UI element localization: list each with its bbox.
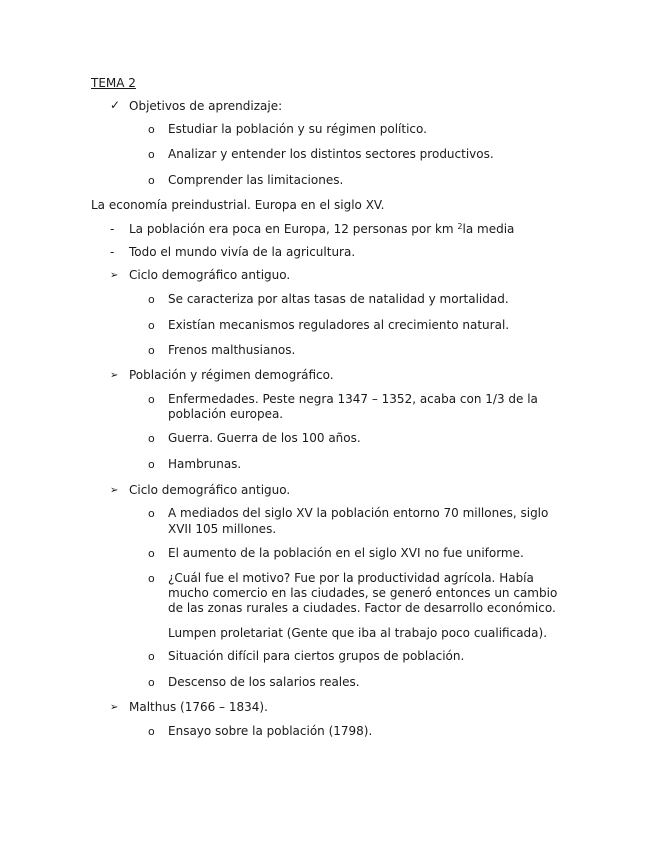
circle-bullet-icon: o: [148, 547, 155, 560]
list-item-continuation: población europea.: [168, 407, 284, 421]
section-intro: La economía preindustrial. Europa en el siglo XV.: [91, 198, 385, 212]
list-item-continuation: de las zonas rurales a ciudades. Factor de desarrollo económico.: [168, 601, 556, 615]
list-item: Situación difícil para ciertos grupos de población.: [168, 649, 465, 663]
document-title: TEMA 2: [91, 76, 136, 90]
dash-bullet: -: [110, 222, 115, 236]
block-heading: Malthus (1766 – 1834).: [129, 700, 268, 714]
dash-item-population: [129, 222, 514, 237]
list-item-continuation: XVII 105 millones.: [168, 522, 277, 536]
dash-item-agriculture: Todo el mundo vivía de la agricultura.: [129, 245, 356, 259]
objectives-heading: Objetivos de aprendizaje:: [129, 99, 283, 113]
list-item: Hambrunas.: [168, 457, 242, 471]
arrow-bullet-icon: ➢: [110, 702, 119, 713]
list-item: Se caracteriza por altas tasas de natalidad y mortalidad.: [168, 292, 509, 306]
circle-bullet-icon: o: [148, 458, 155, 471]
circle-bullet-icon: o: [148, 725, 155, 738]
circle-bullet-icon: o: [148, 319, 155, 332]
circle-bullet-icon: o: [148, 344, 155, 357]
objective-item: Comprender las limitaciones.: [168, 173, 344, 187]
list-item-note: Lumpen proletariat (Gente que iba al trabajo poco cualificada).: [168, 626, 548, 640]
arrow-bullet-icon: ➢: [110, 485, 119, 496]
list-item-continuation: mucho comercio en las ciudades, se generó entonces un cambio: [168, 586, 558, 600]
objective-item: Analizar y entender los distintos sectores productivos.: [168, 147, 494, 161]
list-item: A mediados del siglo XV la población entorno 70 millones, siglo: [168, 506, 549, 520]
dash-item-text: La población era poca en Europa, 12 personas por km: [129, 222, 458, 236]
circle-bullet-icon: o: [148, 393, 155, 406]
list-item: Existían mecanismos reguladores al crecimiento natural.: [168, 318, 510, 332]
circle-bullet-icon: o: [148, 148, 155, 161]
list-item: Descenso de los salarios reales.: [168, 675, 360, 689]
list-item: Guerra. Guerra de los 100 años.: [168, 431, 361, 445]
list-item: El aumento de la población en el siglo XVI no fue uniforme.: [168, 546, 524, 560]
list-item: Enfermedades. Peste negra 1347 – 1352, acaba con 1/3 de la: [168, 392, 538, 406]
list-item: Ensayo sobre la población (1798).: [168, 724, 373, 738]
circle-bullet-icon: o: [148, 572, 155, 585]
circle-bullet-icon: o: [148, 174, 155, 187]
circle-bullet-icon: o: [148, 507, 155, 520]
list-item: Frenos malthusianos.: [168, 343, 296, 357]
arrow-bullet-icon: ➢: [110, 370, 119, 381]
circle-bullet-icon: o: [148, 676, 155, 689]
objective-item: Estudiar la población y su régimen político.: [168, 122, 427, 136]
block-heading: Ciclo demográfico antiguo.: [129, 268, 291, 282]
dash-item-text-end: la media: [462, 222, 515, 236]
block-heading: Ciclo demográfico antiguo.: [129, 483, 291, 497]
checkmark-icon: ✓: [110, 98, 121, 112]
arrow-bullet-icon: ➢: [110, 270, 119, 281]
list-item: ¿Cuál fue el motivo? Fue por la productividad agrícola. Había: [168, 571, 534, 585]
circle-bullet-icon: o: [148, 650, 155, 663]
dash-bullet: -: [110, 245, 115, 259]
circle-bullet-icon: o: [148, 293, 155, 306]
block-heading: Población y régimen demográfico.: [129, 368, 334, 382]
circle-bullet-icon: o: [148, 123, 155, 136]
superscript-two: 2: [457, 222, 463, 231]
circle-bullet-icon: o: [148, 432, 155, 445]
